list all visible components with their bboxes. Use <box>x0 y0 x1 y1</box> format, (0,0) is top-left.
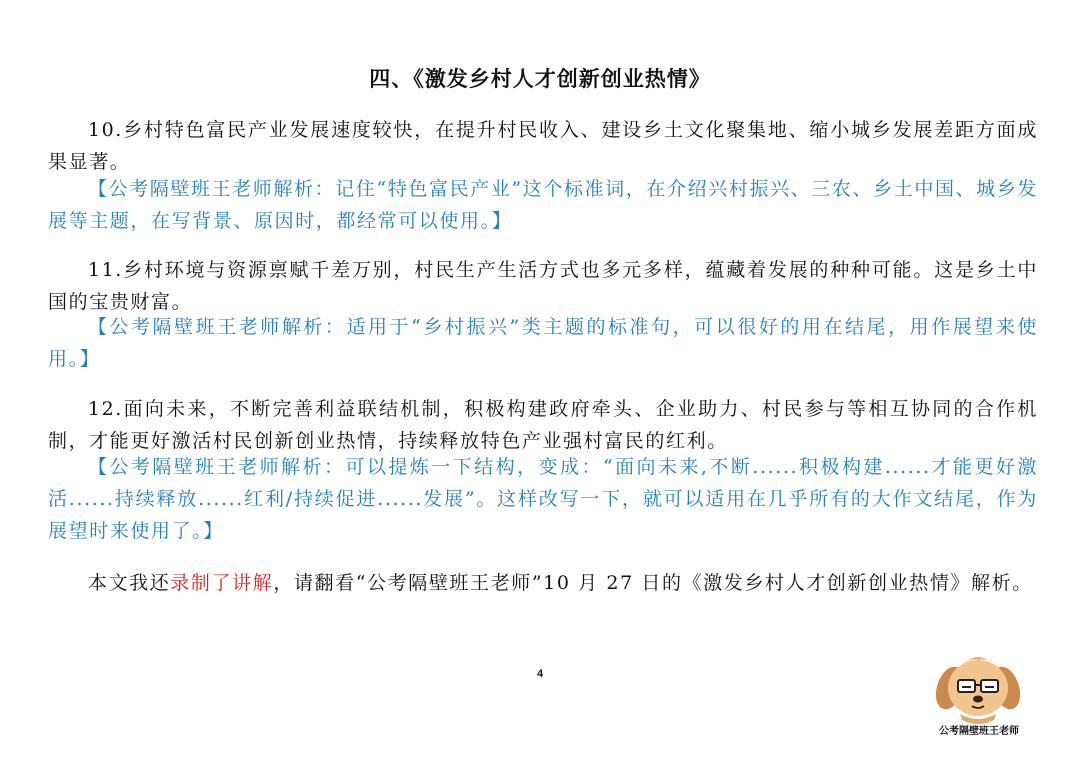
item-10-analysis: 【公考隔壁班王老师解析：记住“特色富民产业”这个标准词，在介绍兴村振兴、三农、乡土中国、城乡发展等主题，在写背景、原因时，都经常可以使用。】 <box>48 178 1038 232</box>
item-12-text: 12.面向未来，不断完善利益联结机制，积极构建政府牵头、企业助力、村民参与等相互协同的合作机制，才能更好激活村民创新创业热情，持续释放特色产业强村富民的红利。 <box>48 398 1038 452</box>
section-title: 四、《激发乡村人才创新创业热情》 <box>369 67 711 91</box>
closing-highlight: 录制了讲解 <box>170 572 274 594</box>
closing-text-before: 本文我还 <box>87 572 171 594</box>
item-12-analysis: 【公考隔壁班王老师解析：可以提炼一下结构，变成：“面向未来,不断......积极构建......才能更好激活......持续释放......红利/持续促进......发展”。这样改写一下，就可以适用在几乎所有的大作文结尾，作为展望时来使用了。】 <box>48 456 1038 542</box>
item-10-text: 10.乡村特色富民产业发展速度较快，在提升村民收入、建设乡土文化聚集地、缩小城乡发展差距方面成果显著。 <box>48 119 1038 173</box>
logo-caption: 公考隔壁班王老师 <box>939 726 1019 737</box>
item-11-text: 11.乡村环境与资源禀赋千差万别，村民生产生活方式也多元多样，蕴藏着发展的种种可能。这是乡土中国的宝贵财富。 <box>48 259 1038 313</box>
closing-paragraph <box>48 567 1038 599</box>
page-number: 4 <box>536 668 544 680</box>
item-11-analysis: 【公考隔壁班王老师解析：适用于“乡村振兴”类主题的标准句，可以很好的用在结尾，用作展望来使用。】 <box>48 316 1038 370</box>
closing-text-after: ，请翻看“公考隔壁班王老师”10 月 27 日的《激发乡村人才创新创业热情》解析。 <box>273 572 1033 594</box>
